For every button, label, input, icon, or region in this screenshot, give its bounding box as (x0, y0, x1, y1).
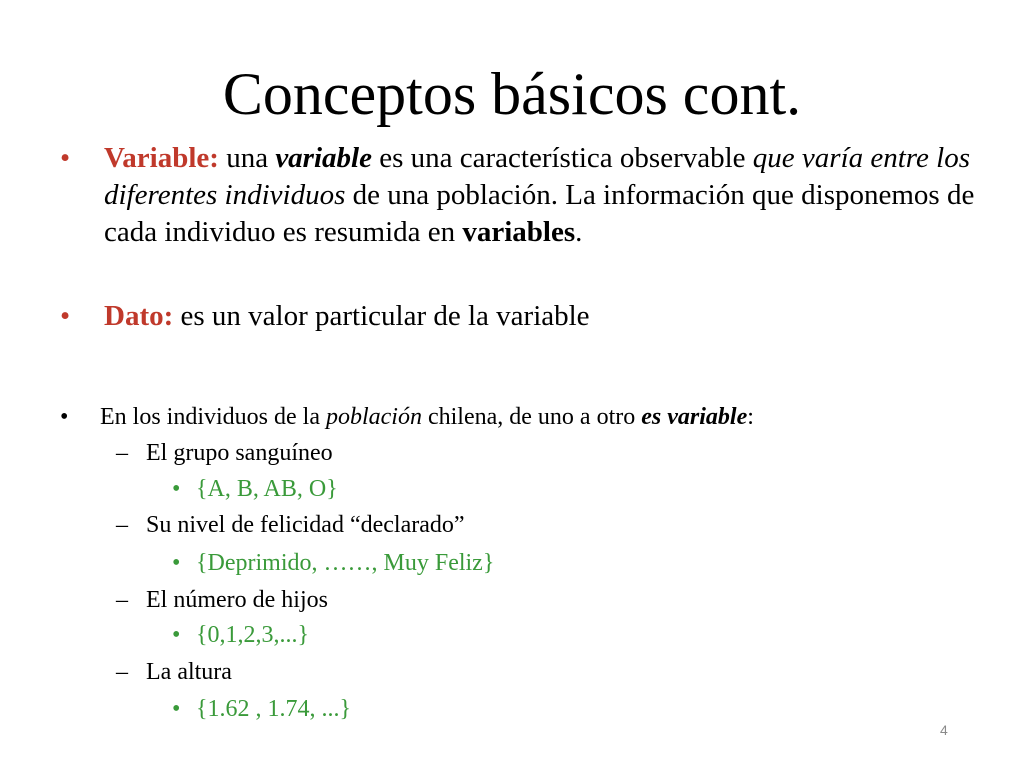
list-item (116, 510, 465, 540)
example-item-values: {1.62 , 1.74, ...} (196, 696, 352, 722)
dash-icon: – (116, 512, 128, 538)
list-item (116, 657, 232, 687)
variable-italic: que varía entre los diferentes individuos (104, 142, 970, 211)
list-item (116, 585, 328, 615)
variable-emph-2: variables (462, 216, 576, 248)
dash-icon: – (116, 659, 128, 685)
bullet-icon: • (60, 142, 71, 174)
example-text-3: : (747, 404, 754, 430)
variable-emph: variable (275, 142, 372, 174)
list-item (172, 474, 338, 504)
list-item (116, 438, 333, 468)
bullet-icon: • (60, 404, 69, 430)
variable-term: Variable: (104, 142, 219, 174)
bullet-icon: • (60, 300, 71, 332)
bullet-icon: • (172, 696, 181, 722)
variable-text-1: una (218, 142, 276, 174)
example-item-label: El número de hijos (146, 587, 328, 613)
example-text-1: En los individuos de la (100, 404, 326, 430)
list-item (172, 620, 310, 650)
bullet-icon: • (172, 550, 181, 576)
variable-bullet (60, 140, 984, 251)
example-italic: población (325, 404, 422, 430)
example-bullet (60, 400, 1000, 434)
example-text-2: chilena, de uno a otro (421, 404, 642, 430)
dash-icon: – (116, 440, 128, 466)
variable-text-2: es una característica observable (371, 142, 753, 174)
bullet-icon: • (172, 476, 181, 502)
example-item-label: El grupo sanguíneo (146, 440, 333, 466)
example-item-values: {0,1,2,3,...} (196, 622, 310, 648)
dash-icon: – (116, 587, 128, 613)
list-item (172, 694, 352, 724)
bullet-icon: • (172, 622, 181, 648)
page-number: 4 (940, 722, 948, 738)
example-item-label: La altura (146, 659, 232, 685)
slide-title: Conceptos básicos cont. (222, 61, 802, 127)
list-item (172, 548, 495, 578)
variable-text-3: de una población. La información que disponemos de cada individuo es resumida en (104, 179, 975, 248)
example-emph: es variable (641, 404, 748, 430)
dato-text: es un valor particular de la variable (173, 300, 590, 332)
example-item-label: Su nivel de felicidad “declarado” (146, 512, 465, 538)
variable-text-4: . (575, 216, 583, 248)
example-item-values: {Deprimido, ……, Muy Feliz} (196, 550, 495, 576)
example-item-values: {A, B, AB, O} (196, 476, 338, 502)
dato-term: Dato: (104, 300, 174, 332)
dato-bullet (60, 298, 984, 335)
